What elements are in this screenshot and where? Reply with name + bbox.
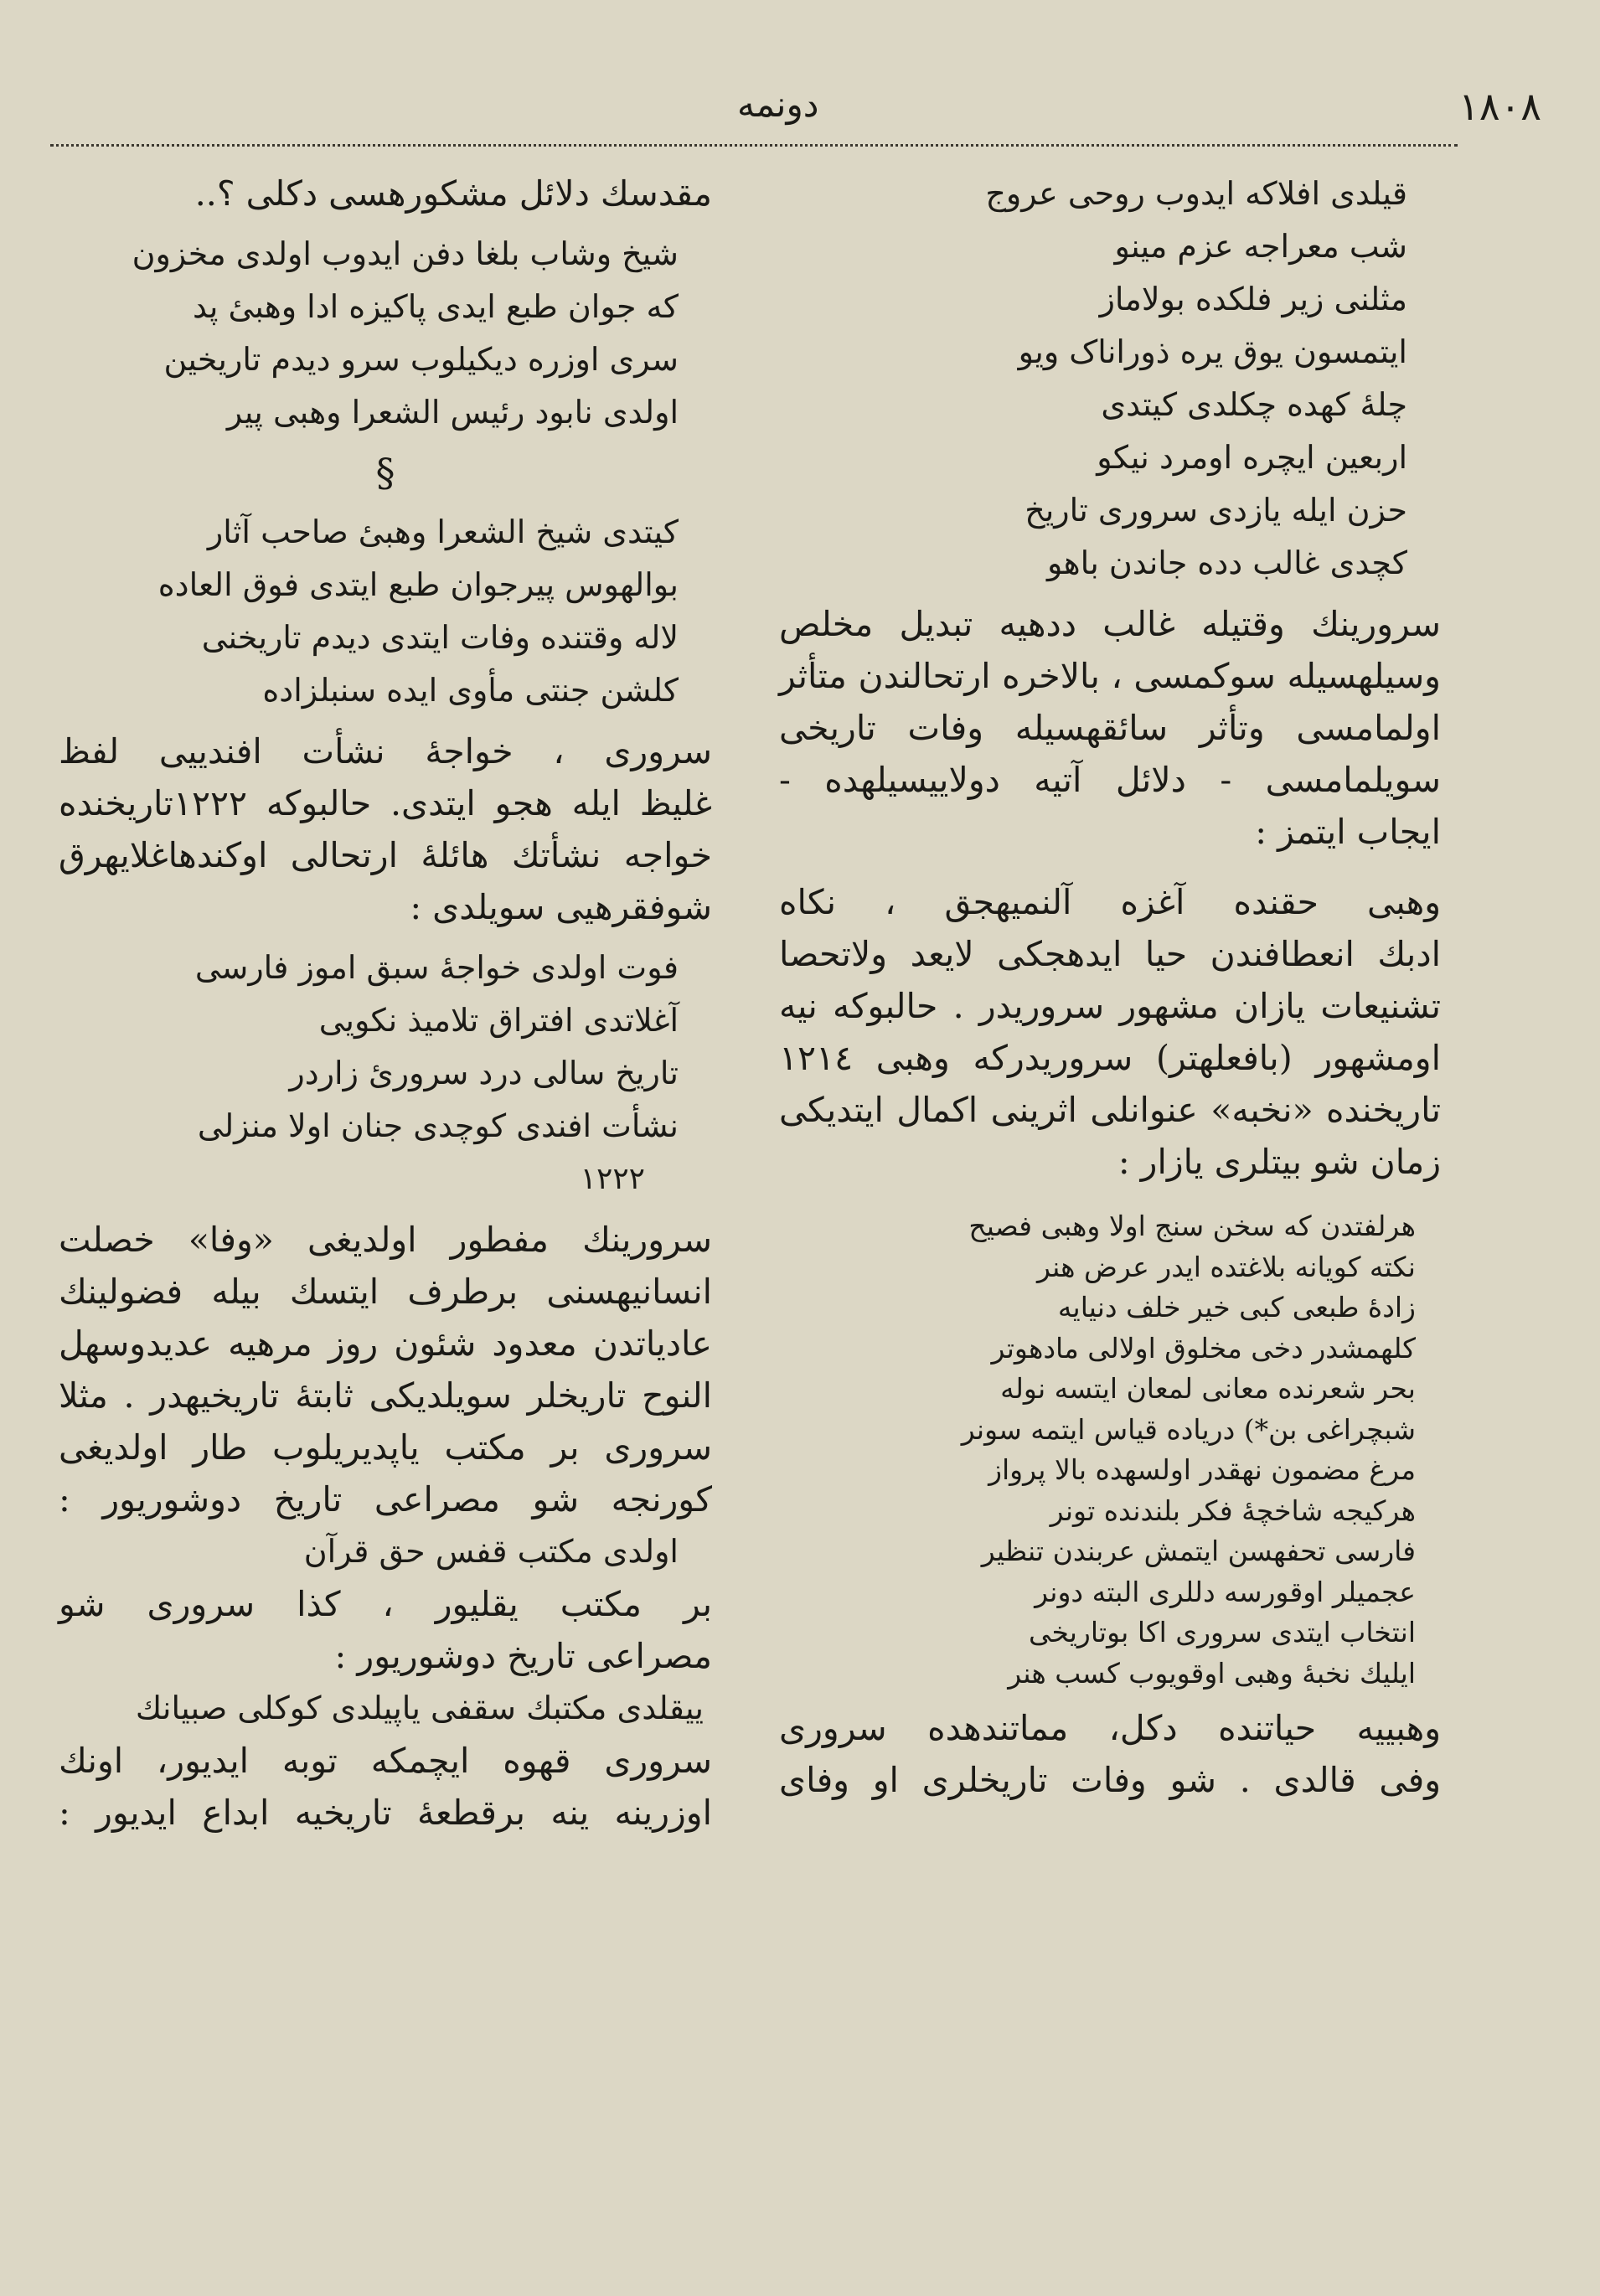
verse-line: سری اوزره دیکیلوب سرو دیدم تاریخین: [163, 341, 679, 378]
text-line: وفی قالدی . شو وفات تاریخلری او وفای: [779, 1760, 1441, 1800]
verse-line: مثلنی زیر فلکده بولاماز: [1099, 281, 1407, 317]
text-line: سرورینك وقتیله غالب ددهیه تبدیل مخلص: [779, 604, 1441, 644]
verse-line: عجمیلر اوقورسه دللری البته دونر: [1035, 1575, 1416, 1608]
verse-block: [92, 228, 679, 439]
text-line: خواجه نشأتك هائلهٔ ارتحالی اوکندهاغلایهرق: [59, 835, 712, 875]
page-header: [50, 84, 1550, 142]
verse-line: فوت اولدی خواجهٔ سبق اموز فارسی: [194, 949, 679, 986]
verse-block: [804, 1206, 1416, 1694]
page-number: ١٨٠٨: [1458, 84, 1541, 129]
text-line: تاریخنده «نخبه» عنوانلی اثرینی اکمال ایتدیکی: [779, 1090, 1441, 1130]
header-rule: [50, 144, 1458, 147]
text-line: تشنیعات یازان مشهور سروریدر . حالبوکه نیه: [779, 986, 1441, 1026]
paragraph: [779, 1702, 1441, 1806]
running-title: دونمه: [737, 84, 819, 125]
verse-block: [813, 168, 1407, 590]
verse-block: [92, 942, 679, 1205]
text-line: ایجاب ایتمز :: [1255, 812, 1441, 852]
verse-line: ایلیك نخبهٔ وهبی اوقویوب کسب هنر: [1008, 1656, 1416, 1690]
verse-line: شبچراغی بن*) دریاده قیاس ایتمه سونر: [961, 1412, 1416, 1446]
text-line: سویلمامسی - دلائل آتیه دولاییسیلهده -: [779, 760, 1441, 800]
verse-line: فارسی تحفهسن ایتمش عربندن تنظیر: [981, 1535, 1416, 1567]
text-line: اوزرینه ینه برقطعهٔ تاریخیه ابداع ایدیور :: [59, 1793, 712, 1833]
verse-line: حزن ایله یازدی سروری تاریخ: [1025, 492, 1407, 529]
text-line: اولمامسی وتأثر سائقهسیله وفات تاریخی: [779, 708, 1441, 748]
section-sign: §: [375, 450, 395, 495]
paragraph: [59, 725, 712, 933]
verse-line: که جوان طبع ایدی پاکیزه ادا وهبیٔ پد: [192, 288, 679, 325]
text-line: مقدسك دلائل مشکورهسی دکلی ؟..: [194, 173, 712, 214]
text-line: وسیلهسیله سوکمسی ، بالاخره ارتحالندن متأثر: [779, 656, 1441, 696]
text-line: کورنجه شو مصراعی تاریخ دوشوریور :: [59, 1479, 712, 1519]
verse-line: شب معراجه عزم مینو: [1114, 228, 1407, 265]
verse-line: کچدی غالب دده جاندن باهو: [1046, 544, 1407, 581]
verse-line: بوالهوس پیرجوان طبع ایتدی فوق العاده: [157, 566, 679, 603]
verse-line: اربعین ایچره اومرد نیکو: [1097, 439, 1407, 476]
verse-line: ییقلدی مکتبك سقفی یاپیلدی کوکلی صبیانك: [135, 1690, 704, 1726]
paragraph: [59, 1735, 712, 1839]
text-line: شوفقرهیی سویلدی :: [410, 887, 712, 927]
verse-line: هرکیجه شاخچهٔ فکر بلندنده تونر: [1050, 1494, 1416, 1527]
paragraph: [59, 168, 712, 219]
verse-line: انتخاب ایتدی سروری اکا بوتاریخی: [1028, 1616, 1416, 1648]
verse-line: آغلاتدی افتراق تلامیذ نکویی: [318, 1002, 679, 1039]
verse-line: شیخ وشاب بلغا دفن ایدوب اولدی مخزون: [132, 235, 679, 272]
verse-line: کلهمشدر دخی مخلوق اولالی مادهوتر: [991, 1331, 1416, 1365]
text-line: عادیاتدن معدود شئون روز مرهیه عدیدوسهل: [59, 1323, 712, 1364]
verse-line: مرغ مضمون نهقدر اولسهده بالا پرواز: [988, 1453, 1416, 1486]
verse-line: هرلفتدن که سخن سنج اولا وهبی فصیح: [968, 1210, 1416, 1242]
text-line: انسانیهسنی برطرف ایتسك بیله فضولینك: [59, 1272, 712, 1312]
text-line: سروری بر مکتب یاپدیریلوب طار اولدیغی: [59, 1427, 712, 1468]
verse-line: زادهٔ طبعی کبی خیر خلف دنیایه: [1057, 1291, 1416, 1323]
verse-block: [92, 506, 679, 717]
verse-line: نشأت افندی کوچدی جنان اولا منزلی: [197, 1107, 679, 1144]
verse-line: کلشن جنتی مأوی ایده سنبلزاده: [262, 672, 679, 709]
text-line: زمان شو بیتلری یازار :: [1117, 1142, 1441, 1182]
text-line: سروری ، خواجهٔ نشأت افندییی لفظ: [59, 731, 712, 771]
verse-line: بحر شعرنده معانی لمعان ایتسه نوله: [1000, 1372, 1416, 1405]
year-line: ١٢٢٢: [580, 1162, 645, 1196]
verse-line: کیتدی شیخ الشعرا وهبیٔ صاحب آثار: [207, 513, 679, 550]
verse-line: چلهٔ کهده چکلدی کیتدی: [1101, 386, 1407, 423]
verse-line: لاله وقتنده وفات ایتدی دیدم تاریخنی: [201, 619, 679, 656]
verse-line: نکته کویانه بلاغتده ایدر عرض هنر: [1036, 1250, 1416, 1283]
text-line: غلیظ ایله هجو ایتدی. حالبوکه ١٢٢٢تاریخنده: [59, 783, 712, 823]
text-line: اومشهور (بافعلهتر) سروریدرکه وهبی ١٢١٤: [779, 1038, 1441, 1078]
text-line: بر مکتب یقلیور ، کذا سروری شو: [59, 1584, 712, 1624]
text-line: ادبك انعطافندن حیا ایدهجکی لایعد ولاتحصا: [779, 934, 1441, 974]
text-line: النوح تاریخلر سویلدیکی ثابتهٔ تاریخیهدر . مثلا: [59, 1375, 712, 1416]
verse-line: اولدی نابود رئیس الشعرا وهبی پیر: [226, 394, 679, 431]
paragraph: [59, 1214, 712, 1525]
paragraph: [779, 876, 1441, 1188]
verse-block: [92, 1525, 679, 1578]
verse-line: قیلدی افلاکه ایدوب روحی عروج: [985, 175, 1407, 212]
text-line: وهبییه حیاتنده دکل، مماتندهده سروری: [779, 1708, 1441, 1748]
paragraph: [779, 598, 1441, 858]
verse-line: ایتمسون یوق یره ذوراناک ویو: [1018, 333, 1407, 370]
paragraph: [59, 1578, 712, 1682]
text-line: سروری قهوه ایچمکه توبه ایدیور، اونك: [59, 1741, 712, 1781]
right-column: [779, 168, 1441, 1806]
text-line: مصراعی تاریخ دوشوریور :: [334, 1636, 712, 1676]
left-column: [59, 168, 712, 1839]
verse-line: تاریخ سالی درد سروریٔ زاردر: [289, 1055, 679, 1091]
text-line: سرورینك مفطور اولدیغی «وفا» خصلت: [59, 1220, 712, 1260]
verse-line: اولدی مکتب قفس حق قرآن: [303, 1533, 679, 1570]
verse-block: [67, 1682, 704, 1735]
text-line: وهبی حقنده آغزه آلنمیهجق ، نکاه: [779, 882, 1441, 922]
